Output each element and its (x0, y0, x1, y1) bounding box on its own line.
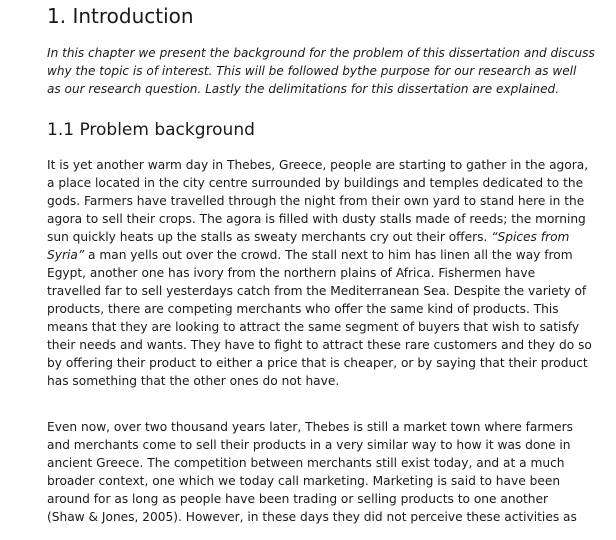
text-line: Even now, over two thousand years later, Thebes is still a market town where farmers (47, 420, 573, 434)
text-line: means that they are looking to attract the same segment of buyers that wish to satisfy (47, 320, 580, 334)
quote-text: “Spices from (491, 230, 570, 244)
text-line: (Shaw & Jones, 2005). However, in these days they did not perceive these activities as (47, 510, 577, 524)
text-line (47, 246, 603, 264)
intro-line: as our research question. Lastly the delimitations for this dissertation are explained. (47, 82, 560, 96)
text-segment: sun quickly heats up the stalls as sweaty merchants cry out their offers. (47, 230, 492, 244)
quote-text: Syria” (47, 248, 85, 262)
text-line: a place located in the city centre surrounded by buildings and temples dedicated to the (47, 176, 584, 190)
text-segment: a man yells out over the crowd. The stall next to him has linen all the way from (84, 248, 573, 262)
text-line: travelled far to sell yesterdays catch from the Mediterranean Sea. Despite the variety of (47, 284, 587, 298)
text-line: has something that the other ones do not have. (47, 374, 340, 388)
intro-line: why the topic is of interest. This will be followed bythe purpose for our research as well (47, 64, 577, 78)
section-title: 1.1 Problem background (47, 120, 255, 140)
text-line: gods. Farmers have travelled through the night from their own yard to stand here in the (47, 194, 585, 208)
text-line (47, 228, 603, 246)
intro-line: In this chapter we present the background for the problem of this dissertation and discuss (47, 46, 595, 60)
text-line: It is yet another warm day in Thebes, Greece, people are starting to gather in the agora, (47, 158, 589, 172)
chapter-title: 1. Introduction (47, 4, 194, 28)
text-line: agora to sell their crops. The agora is filled with dusty stalls made of reeds; the morning (47, 212, 586, 226)
chapter-intro (47, 44, 597, 98)
text-line: Egypt, another one has ivory from the northern plains of Africa. Fishermen have (47, 266, 536, 280)
text-line: by offering their product to either a price that is cheaper, or by saying that their product (47, 356, 588, 370)
text-line: their needs and wants. They have to fight to attract these rare customers and they do so (47, 338, 592, 352)
text-line: broader context, one which we today call marketing. Marketing is said to have been (47, 474, 561, 488)
text-line: around for as long as people have been trading or selling products to one another (47, 492, 549, 506)
text-line: ancient Greece. The competition between merchants still exist today, and at a much (47, 456, 565, 470)
text-line: products, there are competing merchants who offer the same kind of products. This (47, 302, 559, 316)
text-line: and merchants come to sell their products in a very similar way to how it was done in (47, 438, 571, 452)
paragraph-2 (47, 418, 603, 526)
paragraph-1 (47, 156, 603, 390)
